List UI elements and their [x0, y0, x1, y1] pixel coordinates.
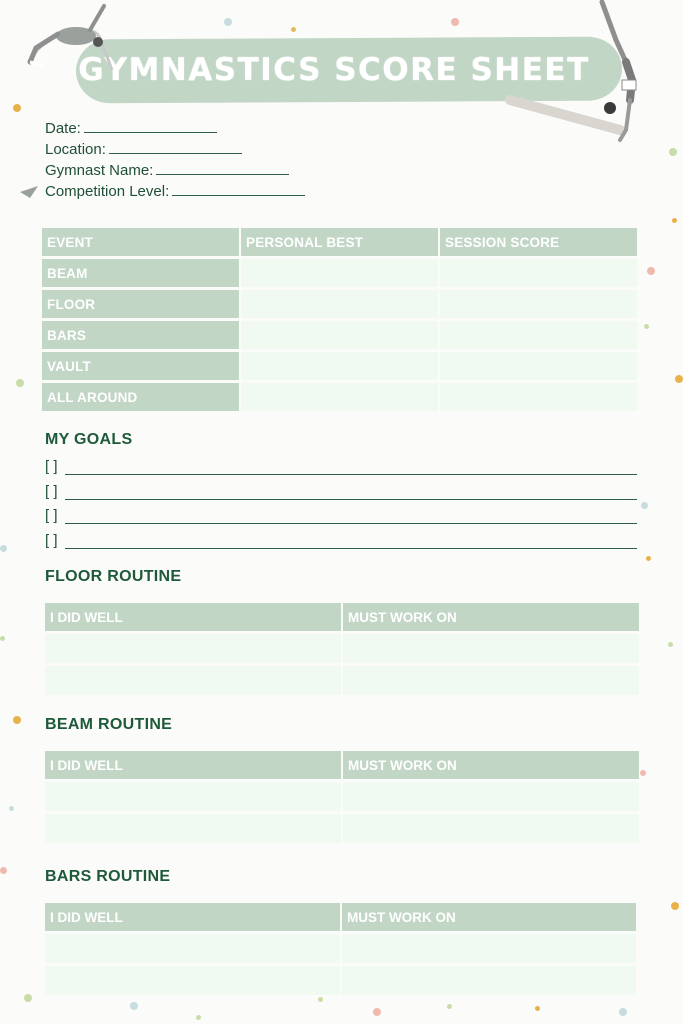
event-vault: VAULT: [42, 352, 239, 380]
confetti-dot: [668, 642, 673, 647]
confetti-dot: [619, 1008, 627, 1016]
session-score-cell[interactable]: [440, 321, 637, 349]
bars-routine-title: BARS ROUTINE: [45, 868, 171, 885]
confetti-dot: [646, 556, 651, 561]
confetti-dot: [451, 18, 459, 26]
floor-routine-title: FLOOR ROUTINE: [45, 568, 182, 585]
bars-header-did-well: I DID WELL: [45, 903, 340, 931]
beam-work-on-cell[interactable]: [343, 782, 639, 811]
bars-did-well-cell[interactable]: [45, 934, 340, 963]
floor-work-on-cell[interactable]: [343, 634, 639, 663]
info-field-location[interactable]: Location:: [45, 139, 305, 160]
info-field-competition-level[interactable]: Competition Level:: [45, 181, 305, 202]
bars-routine-table: [45, 903, 636, 995]
beam-header-did-well: I DID WELL: [45, 751, 341, 779]
personal-best-cell[interactable]: [241, 383, 438, 411]
session-score-cell[interactable]: [440, 352, 637, 380]
session-score-cell[interactable]: [440, 259, 637, 287]
score-header-personal-best: PERSONAL BEST: [241, 228, 438, 256]
confetti-dot: [671, 902, 679, 910]
floor-routine-table: [45, 603, 639, 695]
goal-item[interactable]: [45, 483, 637, 500]
floor-did-well-cell[interactable]: [45, 666, 341, 695]
beam-work-on-cell[interactable]: [343, 814, 639, 843]
goal-item[interactable]: [45, 532, 637, 549]
confetti-dot: [672, 218, 677, 223]
confetti-dot: [675, 375, 683, 383]
score-header-event: EVENT: [42, 228, 239, 256]
goal-item[interactable]: [45, 458, 637, 475]
confetti-dot: [224, 18, 232, 26]
personal-best-cell[interactable]: [241, 259, 438, 287]
info-field-gymnast-name[interactable]: Gymnast Name:: [45, 160, 305, 181]
floor-did-well-cell[interactable]: [45, 634, 341, 663]
goal-checkbox[interactable]: [ ]: [45, 483, 58, 500]
gymnast-left-icon: [24, 0, 116, 78]
confetti-dot: [640, 770, 646, 776]
info-fields: [45, 118, 305, 202]
personal-best-cell[interactable]: [241, 352, 438, 380]
event-beam: BEAM: [42, 259, 239, 287]
confetti-dot: [13, 716, 21, 724]
confetti-dot: [9, 806, 14, 811]
goal-checkbox[interactable]: [ ]: [45, 507, 58, 524]
beam-header-work-on: MUST WORK ON: [343, 751, 639, 779]
confetti-dot: [196, 1015, 201, 1020]
page-title: GYMNASTICS SCORE SHEET: [78, 52, 590, 88]
confetti-dot: [130, 1002, 138, 1010]
confetti-dot: [647, 267, 655, 275]
confetti-dot: [16, 379, 24, 387]
confetti-dot: [447, 1004, 452, 1009]
confetti-dot: [0, 636, 5, 641]
goal-checkbox[interactable]: [ ]: [45, 532, 58, 549]
beam-did-well-cell[interactable]: [45, 782, 341, 811]
confetti-dot: [373, 1008, 381, 1016]
bars-work-on-cell[interactable]: [342, 934, 636, 963]
confetti-dot: [0, 545, 7, 552]
personal-best-cell[interactable]: [241, 290, 438, 318]
confetti-dot: [535, 1006, 540, 1011]
beam-routine-table: [45, 751, 639, 843]
event-floor: FLOOR: [42, 290, 239, 318]
confetti-dot: [669, 148, 677, 156]
personal-best-cell[interactable]: [241, 321, 438, 349]
confetti-dot: [291, 27, 296, 32]
score-table: [42, 228, 637, 411]
confetti-dot: [644, 324, 649, 329]
score-header-session-score: SESSION SCORE: [440, 228, 637, 256]
confetti-dot: [24, 994, 32, 1002]
event-all-around: ALL AROUND: [42, 383, 239, 411]
confetti-dot: [641, 502, 648, 509]
floor-header-work-on: MUST WORK ON: [343, 603, 639, 631]
session-score-cell[interactable]: [440, 383, 637, 411]
goal-item[interactable]: [45, 507, 637, 524]
session-score-cell[interactable]: [440, 290, 637, 318]
info-field-date[interactable]: Date:: [45, 118, 305, 139]
floor-work-on-cell[interactable]: [343, 666, 639, 695]
confetti-dot: [13, 104, 21, 112]
event-bars: BARS: [42, 321, 239, 349]
bars-header-work-on: MUST WORK ON: [342, 903, 636, 931]
goal-checkbox[interactable]: [ ]: [45, 458, 58, 475]
bars-did-well-cell[interactable]: [45, 966, 340, 995]
goals-title: MY GOALS: [45, 431, 133, 448]
gymnast-right-icon: [500, 0, 648, 145]
confetti-dot: [318, 997, 323, 1002]
beam-routine-title: BEAM ROUTINE: [45, 716, 173, 733]
floor-header-did-well: I DID WELL: [45, 603, 341, 631]
beam-did-well-cell[interactable]: [45, 814, 341, 843]
bars-work-on-cell[interactable]: [342, 966, 636, 995]
confetti-dot: [0, 867, 7, 874]
paper-plane-icon: [20, 186, 38, 198]
